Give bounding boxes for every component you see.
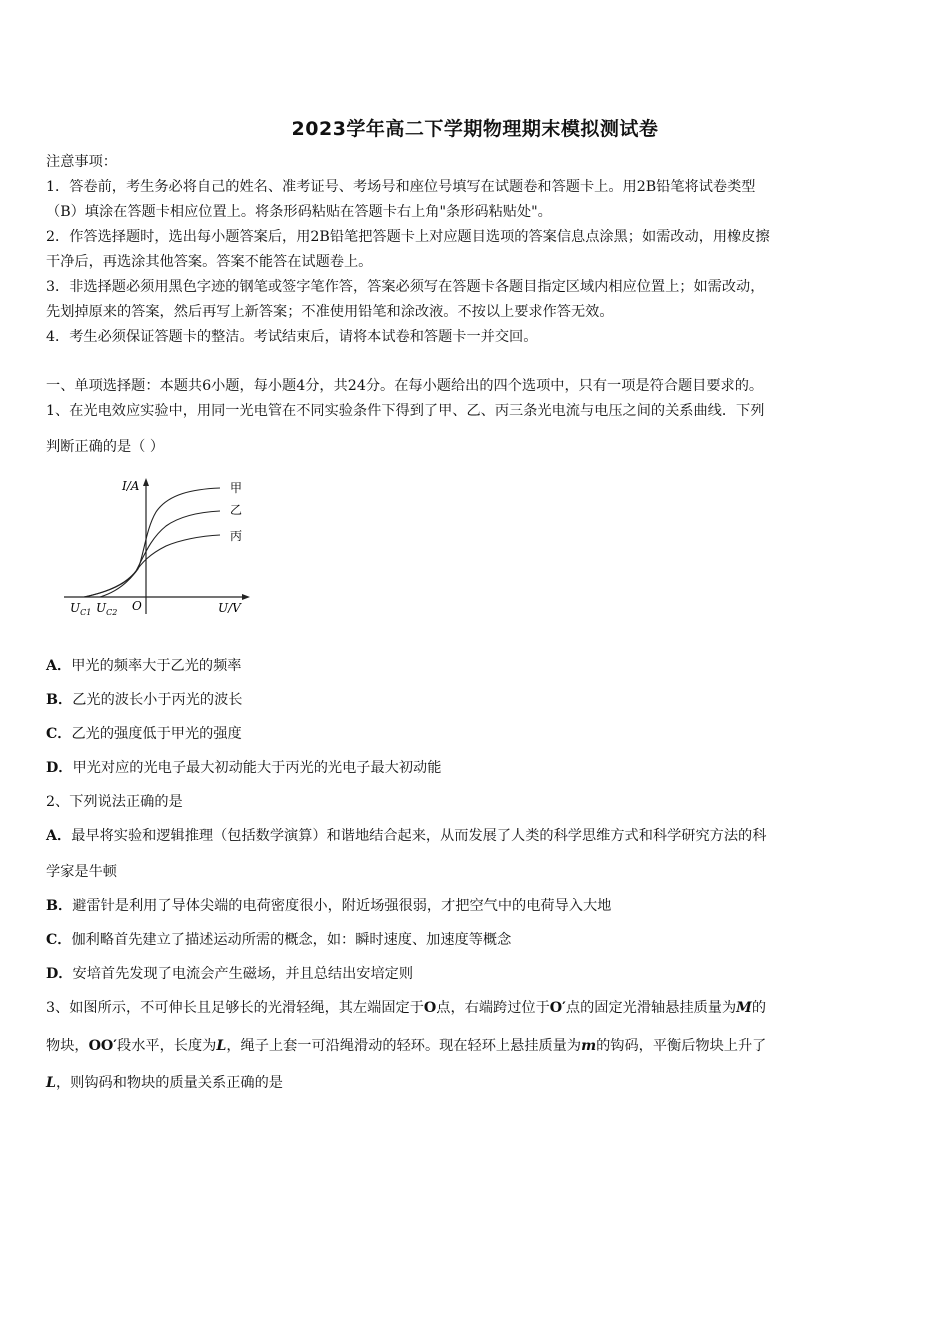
q3-stem-line3: L，则钩码和物块的质量关系正确的是 xyxy=(46,1075,283,1091)
curve-jia xyxy=(84,488,220,597)
notice-line: 先划掉原来的答案，然后再写上新答案；不准使用铅笔和涂改液。不按以上要求作答无效。 xyxy=(46,304,614,320)
y-axis-arrow xyxy=(143,478,149,486)
curve-label-jia: 甲 xyxy=(230,481,243,495)
y-axis-label: I/A xyxy=(122,479,140,493)
uc1-label: $U_{C1}$ xyxy=(70,601,92,617)
uc2-label: $U_{C2}$ xyxy=(96,601,118,617)
q3-stem-line1: 3、如图所示，不可伸长且足够长的光滑轻绳，其左端固定于O点，右端跨过位于O′点的固定光滑轴悬挂质量为M的 xyxy=(46,1000,767,1016)
notice-line: 1．答卷前，考生务必将自己的姓名、准考证号、考场号和座位号填写在试题卷和答题卡上。用2B铅笔将试卷类型 xyxy=(46,179,756,195)
notice-line: 2．作答选择题时，选出每小题答案后，用2B铅笔把答题卡上对应题目选项的答案信息点涂黑；如需改动，用橡皮擦 xyxy=(46,229,770,245)
notice-line: （B）填涂在答题卡相应位置上。将条形码粘贴在答题卡右上角"条形码粘贴处"。 xyxy=(46,204,552,220)
q1-stem-cont: 判断正确的是（ ） xyxy=(46,439,165,455)
q2-option-a: A．最早将实验和逻辑推理（包括数学演算）和谐地结合起来，从而发展了人类的科学思维方式和科学研究方法的科 xyxy=(46,828,767,844)
q3-stem-line2: 物块，OO′段水平，长度为L，绳子上套一可沿绳滑动的轻环。现在轻环上悬挂质量为m的钩码，平衡后物块上升了 xyxy=(46,1038,767,1054)
q2-option-c: C．伽利略首先建立了描述运动所需的概念，如：瞬时速度、加速度等概念 xyxy=(46,932,512,948)
photoelectric-iv-figure xyxy=(58,474,258,624)
q2-stem: 2、下列说法正确的是 xyxy=(46,794,183,810)
curve-label-yi: 乙 xyxy=(230,503,243,517)
origin-label: O xyxy=(132,599,142,613)
notice-line: 干净后，再选涂其他答案。答案不能答在试题卷上。 xyxy=(46,254,373,270)
q2-option-a-cont: 学家是牛顿 xyxy=(46,864,117,880)
q1-option-c: C．乙光的强度低于甲光的强度 xyxy=(46,726,242,742)
x-axis-label: U/V xyxy=(218,601,241,615)
curve-label-bing: 丙 xyxy=(230,529,243,543)
page-title: 2023学年高二下学期物理期末模拟测试卷 xyxy=(291,118,659,140)
curve-bing xyxy=(100,535,220,597)
q1-option-a: A．甲光的频率大于乙光的频率 xyxy=(46,658,242,674)
q2-option-b: B．避雷针是利用了导体尖端的电荷密度很小，附近场强很弱，才把空气中的电荷导入大地 xyxy=(46,898,612,914)
notice-line: 4．考生必须保证答题卡的整洁。考试结束后，请将本试卷和答题卡一并交回。 xyxy=(46,329,538,345)
x-axis-arrow xyxy=(242,594,250,600)
q1-option-d: D．甲光对应的光电子最大初动能大于丙光的光电子最大初动能 xyxy=(46,760,442,776)
notice-line: 3．非选择题必须用黑色字迹的钢笔或签字笔作答，答案必须写在答题卡各题目指定区域内相应位置上；如需改动， xyxy=(46,279,765,295)
q2-option-d: D．安培首先发现了电流会产生磁场，并且总结出安培定则 xyxy=(46,966,414,982)
q1-stem: 1、在光电效应实验中，用同一光电管在不同实验条件下得到了甲、乙、丙三条光电流与电压之间的关系曲线．下列 xyxy=(46,403,765,419)
q1-option-b: B．乙光的波长小于丙光的波长 xyxy=(46,692,243,708)
notice-heading: 注意事项： xyxy=(46,154,117,170)
section-heading: 一、单项选择题：本题共6小题，每小题4分，共24分。在每小题给出的四个选项中，只有一项是符合题目要求的。 xyxy=(46,378,764,394)
